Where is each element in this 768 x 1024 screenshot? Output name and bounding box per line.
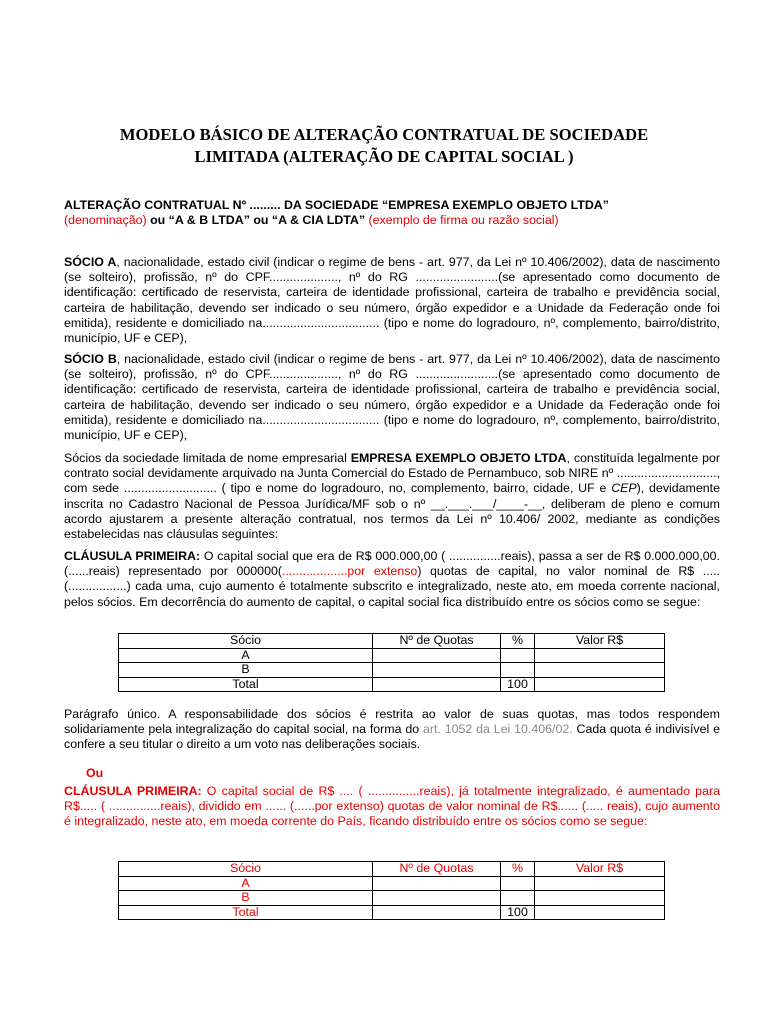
header-line-1: ALTERAÇÃO CONTRATUAL Nº ......... DA SOCIEDADE “EMPRESA EXEMPLO OBJETO LTDA” (64, 198, 609, 212)
clausula1-label: CLÁUSULA PRIMEIRA: (64, 549, 201, 563)
table-cell (501, 648, 535, 663)
table-cell (535, 905, 665, 920)
socio-a-text: , nacionalidade, estado civil (indicar o regime de bens - art. 977, da Lei nº 10.406/2002), data de nascimento (se solteiro), profissão, nº do CPF...................., nº do RG ........................(se apresentado como documento de identificação: certificado de reservista, carteira de identidade profissional, carteira de trabalho e previdência social, carteira de habilitação, devendo ser indicado o seu número, órgão expedidor e a Unidade da Federação onde foi emitida), residente e domiciliado na.................................. (tipo e nome do logradouro, nº, complemento, bairro/distrito, município, UF e CEP), (64, 255, 720, 346)
table-row (119, 663, 665, 678)
table-cell: B (119, 663, 373, 678)
table-cell (535, 891, 665, 906)
table-cell (535, 648, 665, 663)
title-line-1: MODELO BÁSICO DE ALTERAÇÃO CONTRATUAL DE SOCIEDADE (119, 125, 649, 144)
paragrafo-pre: Parágrafo único. A responsabilidade dos sócios é restrita ao valor de suas quotas, mas todos respondem solidariamente pela integralização do capital social, na forma do (64, 707, 720, 737)
clausula1-alt-text: O capital social de R$ .... ( ...............reais), já totalmente integralizado, é aumentado para R$..... ( ...............reais), dividido em ...... (......por extenso) quotas de valor nominal de R$...... (..... reais), cujo aumento é integralizado, neste ato, em moeda corrente do País, ficando distribuído entre os sócios como se segue: (64, 784, 720, 829)
clausula1-alt-label: CLÁUSULA PRIMEIRA: (64, 784, 202, 798)
table-row (119, 677, 665, 692)
table-cell (373, 677, 501, 692)
header-mid: ou “A & B LTDA” ou “A & CIA LDTA” (146, 213, 369, 228)
table-cell: Total (119, 905, 373, 920)
header-exemplo: (exemplo de firma ou razão social) (368, 213, 559, 228)
table-row (119, 876, 665, 891)
col-header-socio: Sócio (119, 862, 373, 877)
col-header-percent: % (501, 634, 535, 649)
table-cell (501, 876, 535, 891)
clausula-primeira-alt (64, 784, 720, 830)
clausula1-pre: O capital social que era de R$ 000.000,00 ( ...............reais), passa a ser de R$ 0.000.000,00. (......reais) representado por 000000( (64, 549, 720, 579)
col-header-socio: Sócio (119, 634, 373, 649)
socio-b-text: , nacionalidade, estado civil (indicar o regime de bens - art. 977, da Lei nº 10.406/2002), data de nascimento (se solteiro), profissão, nº do CPF...................., nº do RG ........................(se apresentado como documento de identificação: certificado de reservista, carteira de identidade profissional, carteira de trabalho e previdência social, carteira de habilitação, devendo ser indicado o seu número, órgão expedidor e a Unidade da Federação onde foi emitida), residente e domiciliado na.................................. (tipo e nome do logradouro, nº, complemento, bairro/distrito, município, UF e CEP), (64, 352, 720, 443)
table-cell: 100 (501, 905, 535, 920)
socio-a-label: SÓCIO A (64, 255, 117, 269)
table-cell (373, 905, 501, 920)
paragrafo-unico (64, 707, 720, 753)
paragrafo-art: art. 1052 da Lei 10.406/02. (422, 722, 573, 737)
col-header-percent: % (501, 862, 535, 877)
table-cell (501, 663, 535, 678)
socios-post: , constituída legalmente por contrato social devidamente arquivado na Junta Comercial do Estado de Pernambuco, sob NIRE nº ............................., com sede ........................... ( tipo e nome do logradouro, no, complemento, bairro, cidade, UF e (64, 451, 720, 496)
document-title (64, 124, 704, 168)
socios-end: ), devidamente inscrita no Cadastro Nacional de Pessoa Jurídica/MF sob o nº __.___.___/____-__, deliberam de pleno e comum acordo ajustarem a presente alteração contratual, nos termos da Lei nº 10.406/ 2002, mediante as condições estabelecidas nas cláusulas seguintes: (64, 481, 720, 542)
table-cell (535, 677, 665, 692)
socio-b-paragraph (64, 352, 720, 443)
table-cell (535, 876, 665, 891)
clausula1-extenso: ...................por extenso (281, 564, 418, 579)
contract-header (64, 198, 720, 228)
table-row (119, 891, 665, 906)
socios-paragraph (64, 451, 720, 542)
table-cell: B (119, 891, 373, 906)
table-cell: 100 (501, 677, 535, 692)
socio-b-label: SÓCIO B (64, 352, 117, 366)
table-header-row (119, 862, 665, 877)
socios-cep: CEP (611, 481, 637, 496)
clausula-primeira (64, 549, 720, 610)
paragrafo-post: Cada quota é indivisível e confere a seu titular o direito a um voto nas deliberações sociais. (64, 722, 720, 752)
table-cell (373, 648, 501, 663)
quotas-table-1 (118, 633, 665, 692)
ou-label: Ou (86, 766, 104, 780)
clausula1-post: ) quotas de capital, no valor nominal de R$ ..... (.................) cada uma, cujo aumento é totalmente subscrito e integralizado, neste ato, em moeda corrente nacional, pelos sócios. Em decorrência do aumento de capital, o capital social fica distribuído entre os sócios como se segue: (64, 564, 721, 609)
socios-empresa: EMPRESA EXEMPLO OBJETO LTDA (350, 451, 567, 465)
col-header-valor: Valor R$ (535, 862, 665, 877)
col-header-quotas: Nº de Quotas (373, 634, 501, 649)
table-cell (501, 891, 535, 906)
header-denominacao: (denominação) (64, 213, 147, 228)
table-cell: A (119, 876, 373, 891)
quotas-table-2 (118, 861, 665, 920)
table-cell (373, 876, 501, 891)
table-row (119, 648, 665, 663)
table-cell (535, 663, 665, 678)
table-header-row (119, 634, 665, 649)
table-cell: Total (119, 677, 373, 692)
table-cell: A (119, 648, 373, 663)
table-cell (373, 663, 501, 678)
title-line-2: LIMITADA (ALTERAÇÃO DE CAPITAL SOCIAL ) (194, 147, 574, 166)
socios-pre: Sócios da sociedade limitada de nome empresarial (64, 451, 351, 465)
col-header-valor: Valor R$ (535, 634, 665, 649)
table-row (119, 905, 665, 920)
table-cell (373, 891, 501, 906)
col-header-quotas: Nº de Quotas (373, 862, 501, 877)
socio-a-paragraph (64, 255, 720, 346)
